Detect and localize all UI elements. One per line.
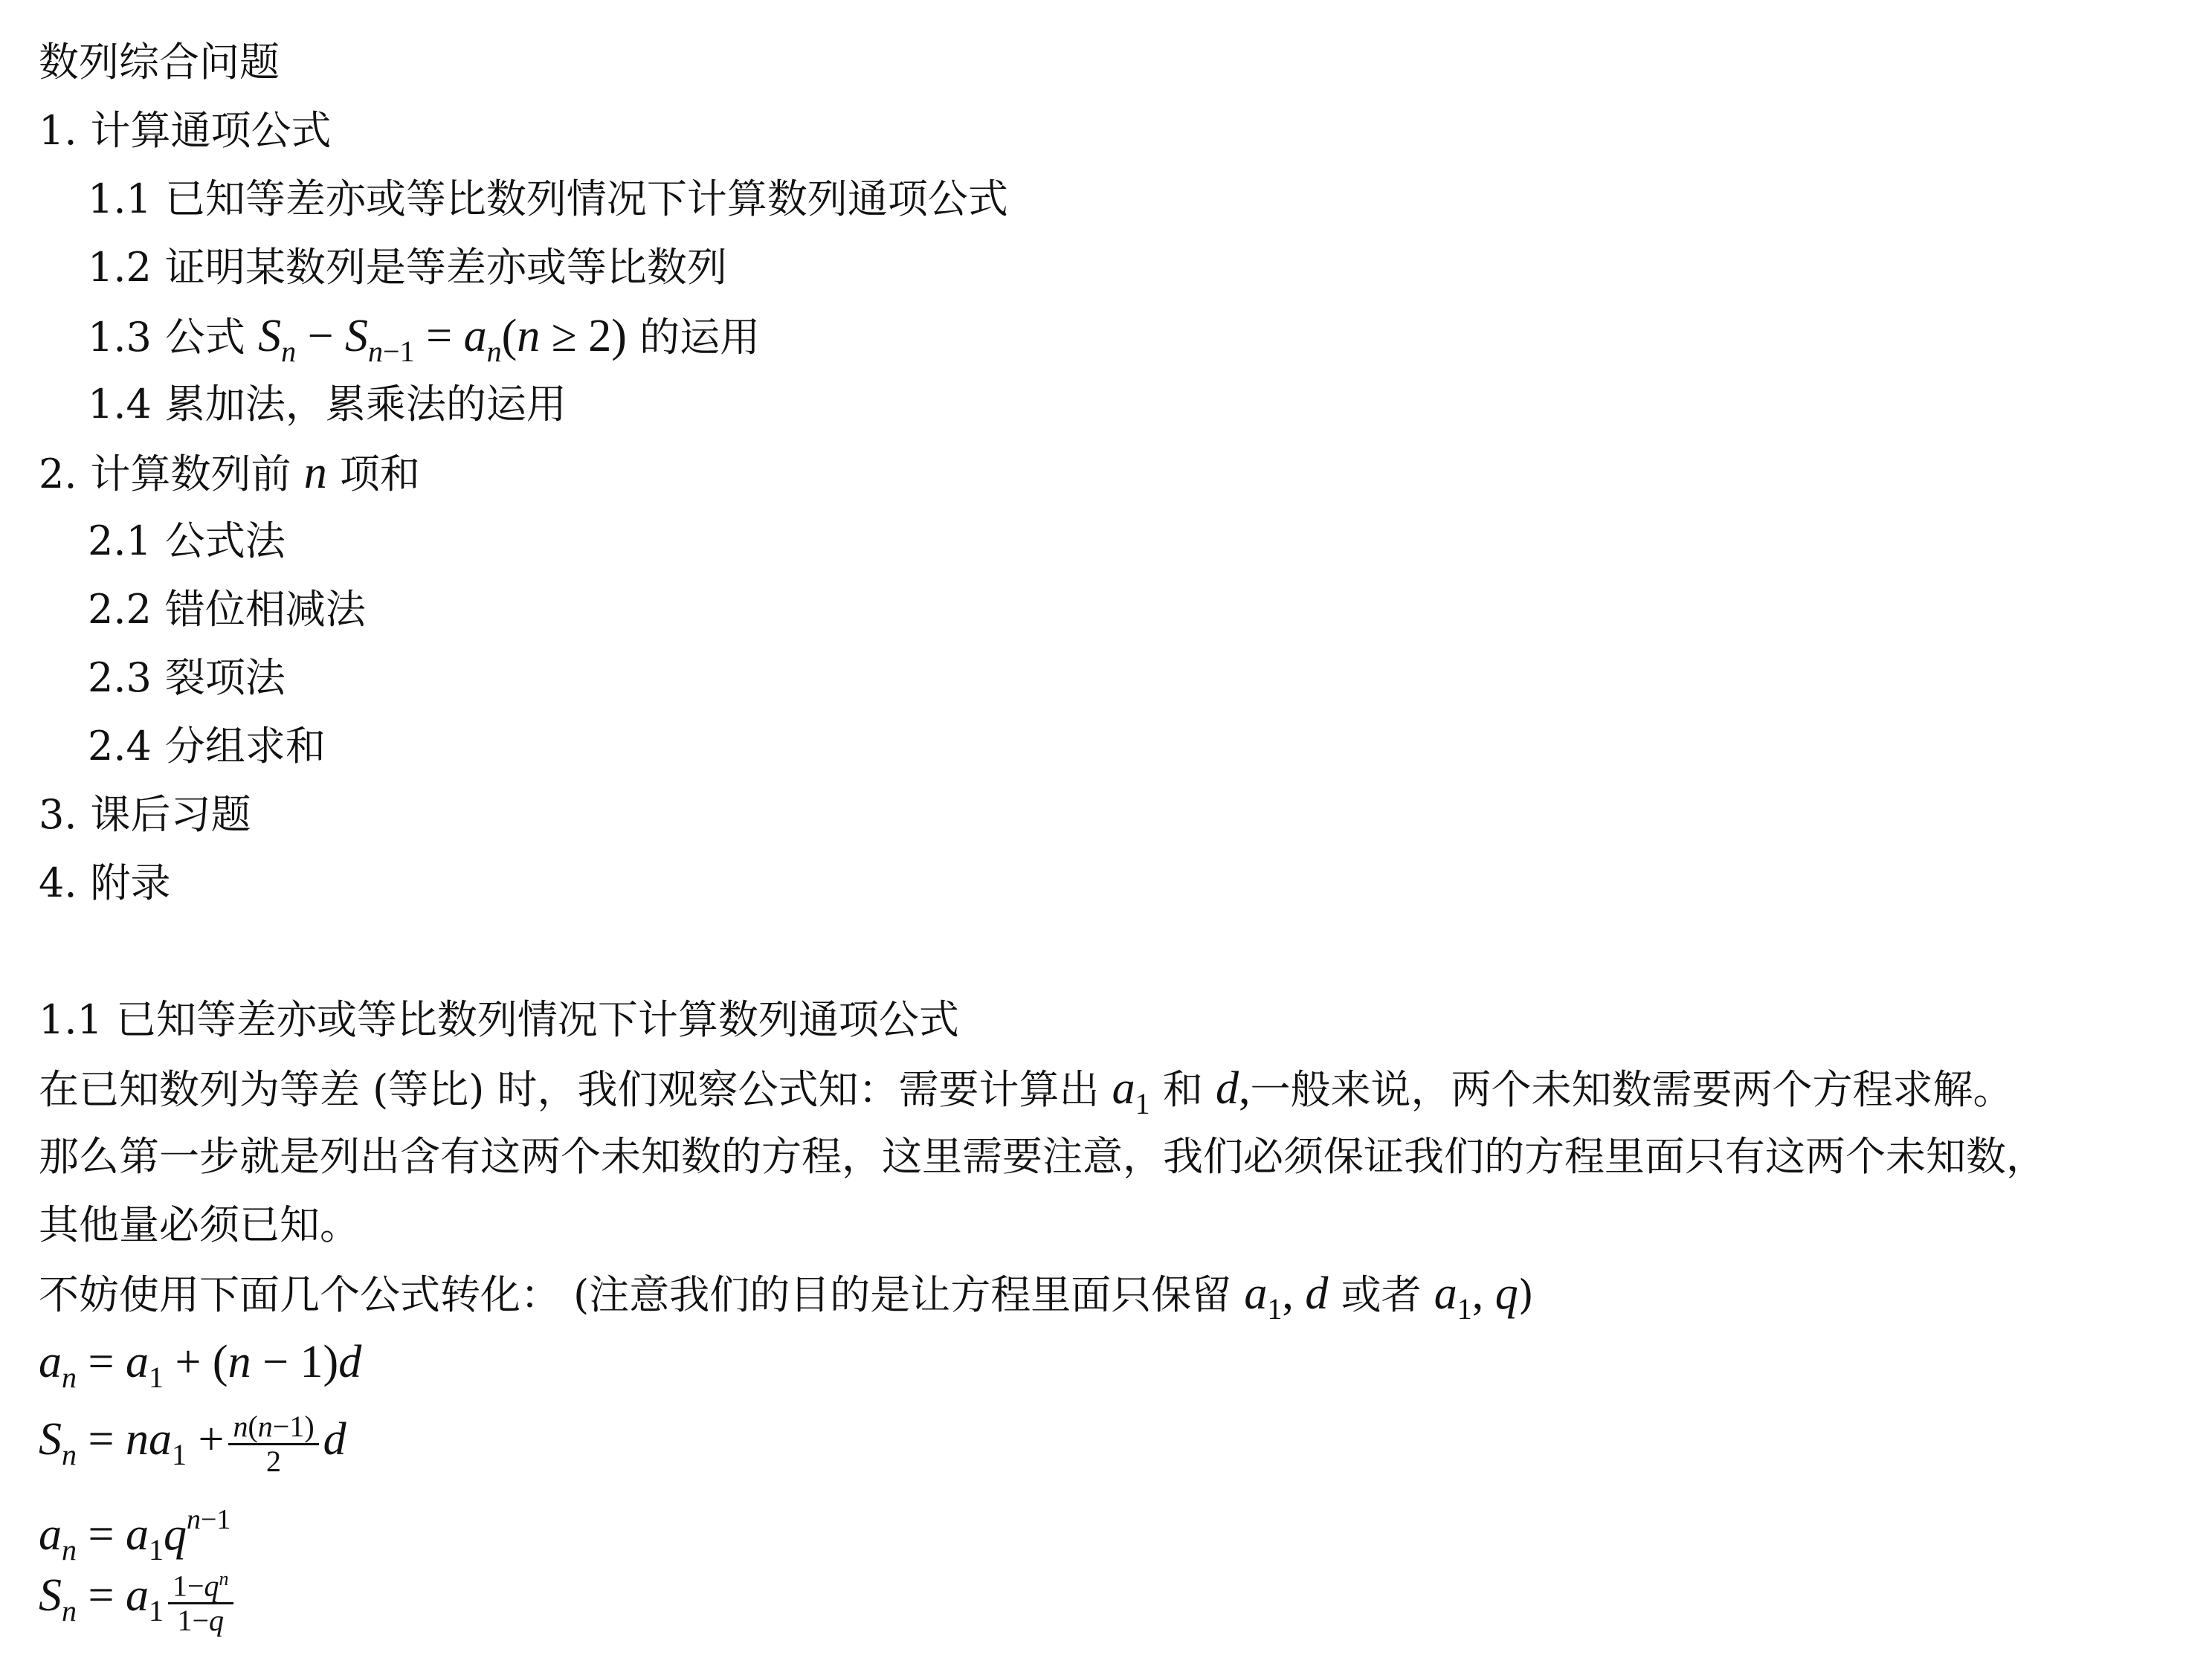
formula-arithmetic-general-term: $a_n = a_1 + (n - 1)d$ xyxy=(39,1337,362,1394)
toc-number: 4. xyxy=(39,859,77,906)
document-page xyxy=(39,28,2197,1678)
formula-geometric-general-term: $a_n = a_1q^{n-1}$ xyxy=(39,1504,231,1566)
toc-label-after: 的运用 xyxy=(639,314,761,361)
formula-d: d, xyxy=(1215,1063,1251,1114)
toc-number: 1.3 xyxy=(88,314,152,361)
formula-a1-q: $a_1$, q xyxy=(1434,1268,1518,1326)
formula-geometric-sum: $S_n = a_1$ $\frac{1-q^n}{1-q}$ xyxy=(39,1561,238,1645)
toc-label-after: 项和 xyxy=(339,451,420,497)
formula-a1: $a_1$ xyxy=(1112,1063,1150,1120)
toc-label: 附录 xyxy=(90,859,171,906)
fraction-n-n-minus-1-over-2: $\frac{n(n-1)}{2}$ xyxy=(228,1410,318,1478)
toc-number: 1.4 xyxy=(88,381,152,427)
fraction-1-minus-qn-over-1-minus-q: $\frac{1-q^n}{1-q}$ xyxy=(168,1563,233,1637)
toc-item-2-4 xyxy=(88,712,326,781)
section-number: 1.1 xyxy=(39,996,103,1043)
toc-item-1-4 xyxy=(88,370,567,439)
paragraph-line-1: 在已知数列为等差 (等比) 时，我们观察公式知：需要计算出 $a_1$ 和 d,一般来说，两个未知数需要两个方程求解。 xyxy=(39,1063,2013,1120)
toc-label-before: 公式 xyxy=(164,314,245,361)
document-title: 数列综合问题 xyxy=(39,39,280,85)
toc-number: 3. xyxy=(39,791,77,838)
toc-number: 2.3 xyxy=(88,654,152,701)
section-title: 已知等差亦或等比数列情况下计算数列通项公式 xyxy=(115,996,959,1043)
paragraph-line-3: 其他量必须已知。 xyxy=(39,1201,360,1248)
toc-item-2-2 xyxy=(88,575,366,644)
toc-number: 2.1 xyxy=(88,517,152,564)
toc-number: 2. xyxy=(39,451,77,497)
formula-sn-minus-sn1: $S_n - S_{n-1} = a_n(n \ge 2)$ xyxy=(258,311,627,368)
toc-label: 课后习题 xyxy=(90,791,251,838)
toc-label: 裂项法 xyxy=(164,654,286,701)
toc-number: 2.2 xyxy=(88,586,152,633)
toc-item-4 xyxy=(39,849,171,917)
toc-item-1-1 xyxy=(88,165,1008,233)
toc-label-before: 计算数列前 xyxy=(90,451,291,497)
toc-label: 错位相减法 xyxy=(164,586,366,633)
toc-item-3 xyxy=(39,781,251,849)
toc-label: 公式法 xyxy=(164,517,286,564)
paragraph-line-2: 那么第一步就是列出含有这两个未知数的方程，这里需要注意，我们必须保证我们的方程里面只有这两个未知数， xyxy=(39,1133,2046,1180)
toc-label: 计算通项公式 xyxy=(90,107,332,154)
toc-label: 已知等差亦或等比数列情况下计算数列通项公式 xyxy=(164,175,1008,222)
variable-n: n xyxy=(303,448,327,498)
section-heading xyxy=(39,986,959,1054)
paragraph-line-4: 不妨使用下面几个公式转化： (注意我们的目的是让方程里面只保留 $a_1$, d 或者 $a_1$, q) xyxy=(39,1268,1534,1326)
toc-number: 1.2 xyxy=(88,244,152,291)
toc-label: 分组求和 xyxy=(164,723,326,769)
toc-item-2-3 xyxy=(88,644,286,712)
toc-label: 证明某数列是等差亦或等比数列 xyxy=(164,244,727,291)
toc-number: 1. xyxy=(39,107,77,154)
toc-number: 1.1 xyxy=(88,175,152,222)
toc-item-2 xyxy=(39,439,420,509)
formula-arithmetic-sum: $S_n = na_1$ + $\frac{n(n-1)}{2}$ d xyxy=(39,1409,346,1478)
toc-number: 2.4 xyxy=(88,723,152,769)
toc-label: 累加法，累乘法的运用 xyxy=(164,381,567,427)
toc-item-1 xyxy=(39,97,332,165)
toc-item-1-2 xyxy=(88,233,727,302)
toc-item-2-1 xyxy=(88,507,286,575)
formula-a1-d: $a_1$, d xyxy=(1244,1268,1329,1326)
